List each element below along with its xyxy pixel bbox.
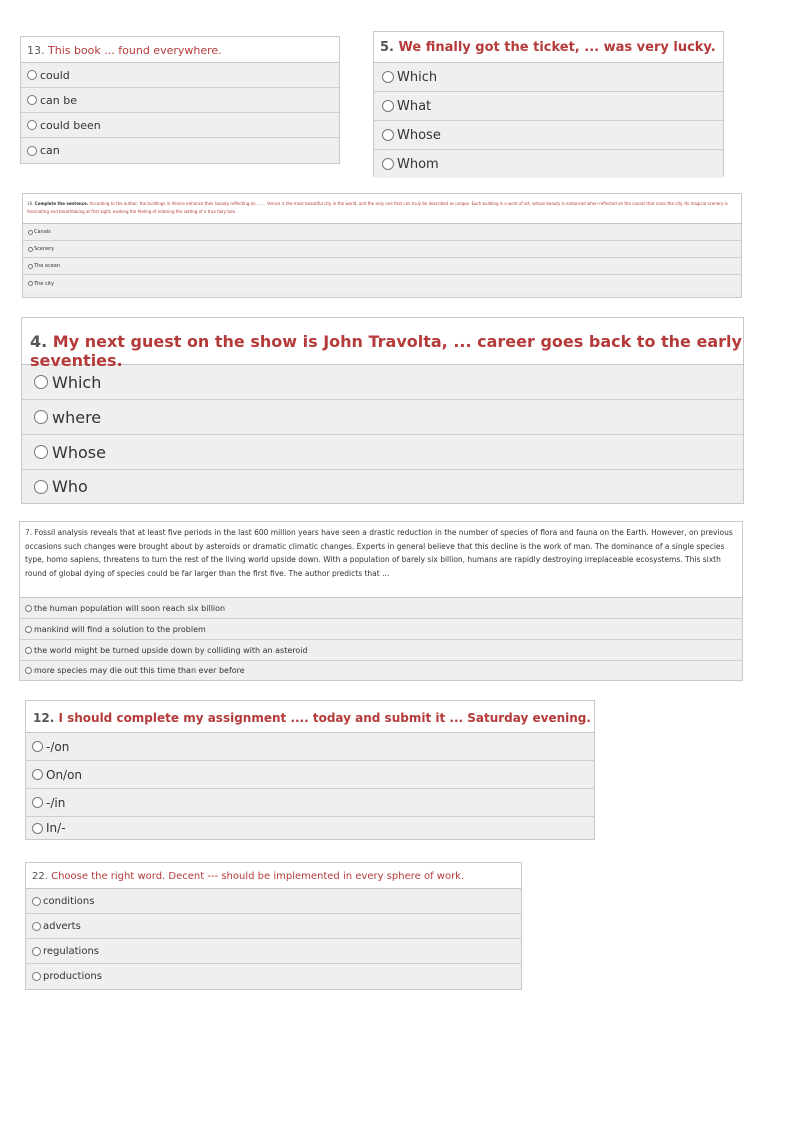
radio-button[interactable]	[382, 71, 394, 83]
radio-button[interactable]	[28, 281, 33, 286]
option-label: productions	[43, 971, 102, 982]
radio-button[interactable]	[28, 264, 33, 269]
options-list	[21, 63, 339, 163]
radio-button[interactable]	[27, 95, 37, 105]
radio-button[interactable]	[32, 972, 41, 981]
question-prompt: I should complete my assignment .... today and submit it ... Saturday evening.	[58, 711, 591, 725]
option-label: Whom	[397, 156, 439, 172]
question-prompt: This book ... found everywhere.	[48, 44, 222, 57]
option-label: Canals	[34, 229, 51, 235]
question-text	[21, 37, 339, 63]
option-label: Scenery	[34, 246, 55, 252]
radio-button[interactable]	[25, 647, 32, 654]
option-label: Which	[52, 372, 102, 392]
answer-option[interactable]	[20, 598, 742, 619]
answer-option[interactable]	[26, 817, 594, 839]
question-text	[26, 701, 594, 733]
question-prompt: Choose the right word. Decent --- should be implemented in every sphere of work.	[51, 871, 465, 882]
question-prompt: Fossil analysis reveals that at least five periods in the last 600 million years have seen a drastic reduction in the number of species of flora and fauna on the Earth. However, on previous occasions such changes were brought about by asteroids or dramatic climatic changes. Experts in general believe that this decline is the work of man. The dominance of a single species type, homo sapiens, threatens to turn the rest of the living world upside down. With a population of barely six billion, humans are rapidly destroying irreplaceable ecosystems. This sixth round of global dying of species could be far larger than the first five. The author predicts that ...	[25, 528, 733, 578]
question-text	[23, 194, 741, 224]
answer-option[interactable]	[26, 914, 521, 939]
question-lead: Complete the sentence.	[34, 201, 89, 206]
option-label: In/-	[46, 821, 66, 835]
answer-option[interactable]	[26, 761, 594, 789]
option-label: On/on	[46, 767, 83, 782]
radio-button[interactable]	[34, 410, 48, 424]
option-label: where	[52, 407, 102, 427]
radio-button[interactable]	[32, 823, 43, 834]
question-number: 5.	[380, 40, 394, 55]
question-prompt: According to the author, the buildings in Venice enhance their beauty reflecting on ....... Venice is the most beautiful city in the world, and the only one that can truly be described as unique. Each building is a work of art, whose beauty is enhanced when reflected on the canals that cross the city. Its magical scenery is fascinating and breathtaking at first sight, evoking the feeling of entering the setting of a true fairy tale.	[27, 201, 728, 214]
option-label: mankind will find a solution to the problem	[34, 624, 206, 634]
answer-option[interactable]	[23, 224, 741, 241]
radio-button[interactable]	[34, 445, 48, 459]
radio-button[interactable]	[25, 626, 32, 633]
answer-option[interactable]	[22, 365, 743, 400]
radio-button[interactable]	[25, 667, 32, 674]
option-label: Which	[397, 69, 438, 85]
question-prompt: We finally got the ticket, ... was very lucky.	[398, 40, 716, 55]
radio-button[interactable]	[382, 100, 394, 112]
question-prompt: My next guest on the show is John Travolta, ... career goes back to the early seventies.	[30, 332, 742, 370]
option-label: could been	[40, 118, 101, 132]
option-label: Whose	[397, 127, 441, 143]
question-card-12	[25, 700, 595, 840]
option-label: the world might be turned upside down by colliding with an asteroid	[34, 645, 308, 655]
radio-button[interactable]	[27, 146, 37, 156]
question-number: 7.	[25, 528, 33, 537]
option-label: The ocean	[34, 263, 61, 269]
option-label: can be	[40, 93, 78, 107]
question-card-22	[25, 862, 522, 990]
radio-button[interactable]	[27, 120, 37, 130]
options-list	[374, 63, 723, 178]
answer-option[interactable]	[26, 889, 521, 914]
question-card-4	[21, 317, 744, 504]
option-label: regulations	[43, 945, 100, 957]
options-list	[26, 889, 521, 989]
radio-button[interactable]	[382, 129, 394, 141]
options-list	[22, 365, 743, 503]
option-label: -/on	[46, 739, 70, 754]
option-label: the human population will soon reach six billion	[34, 603, 226, 613]
question-number: 4.	[30, 332, 48, 351]
radio-button[interactable]	[34, 480, 48, 494]
answer-option[interactable]	[374, 121, 723, 150]
answer-option[interactable]	[21, 88, 339, 113]
option-label: could	[40, 68, 70, 82]
question-card-18	[22, 193, 742, 298]
radio-button[interactable]	[32, 797, 43, 808]
radio-button[interactable]	[32, 922, 41, 931]
radio-button[interactable]	[382, 158, 394, 170]
option-label: -/in	[46, 795, 66, 810]
answer-option[interactable]	[374, 92, 723, 121]
question-number: 13.	[27, 44, 45, 57]
radio-button[interactable]	[34, 375, 48, 389]
answer-option[interactable]	[20, 619, 742, 640]
answer-option[interactable]	[21, 113, 339, 138]
options-list	[20, 598, 742, 680]
question-card-7	[19, 521, 743, 681]
radio-button[interactable]	[27, 70, 37, 80]
radio-button[interactable]	[32, 897, 41, 906]
answer-option[interactable]	[23, 241, 741, 258]
answer-option[interactable]	[23, 258, 741, 275]
option-label: Who	[52, 477, 88, 496]
option-label: The city	[34, 280, 54, 287]
radio-button[interactable]	[25, 605, 32, 612]
options-list	[23, 224, 741, 292]
question-card-13	[20, 36, 340, 164]
answer-option[interactable]	[21, 138, 339, 163]
answer-option[interactable]	[22, 470, 743, 503]
question-number: 12.	[33, 711, 55, 725]
question-text	[26, 863, 521, 889]
question-text	[20, 522, 742, 598]
question-text	[22, 318, 743, 370]
answer-option[interactable]	[374, 150, 723, 178]
radio-button[interactable]	[32, 947, 41, 956]
answer-option[interactable]	[374, 63, 723, 92]
option-label: Whose	[52, 442, 106, 462]
options-list	[26, 733, 594, 839]
option-label: adverts	[43, 920, 81, 932]
option-label: more species may die out this time than ever before	[34, 666, 245, 675]
answer-option[interactable]	[26, 964, 521, 989]
question-card-5	[373, 31, 724, 177]
radio-button[interactable]	[28, 230, 33, 235]
answer-option[interactable]	[23, 275, 741, 292]
radio-button[interactable]	[32, 769, 43, 780]
answer-option[interactable]	[26, 733, 594, 761]
answer-option[interactable]	[22, 435, 743, 470]
answer-option[interactable]	[26, 789, 594, 817]
answer-option[interactable]	[20, 640, 742, 661]
answer-option[interactable]	[21, 63, 339, 88]
option-label: conditions	[43, 895, 95, 907]
question-text	[374, 32, 723, 63]
answer-option[interactable]	[26, 939, 521, 964]
option-label: What	[397, 98, 432, 114]
question-number: 22.	[32, 871, 48, 882]
answer-option[interactable]	[20, 661, 742, 680]
radio-button[interactable]	[28, 247, 33, 252]
option-label: can	[40, 144, 60, 157]
radio-button[interactable]	[32, 741, 43, 752]
question-number: 18.	[27, 201, 34, 206]
answer-option[interactable]	[22, 400, 743, 435]
